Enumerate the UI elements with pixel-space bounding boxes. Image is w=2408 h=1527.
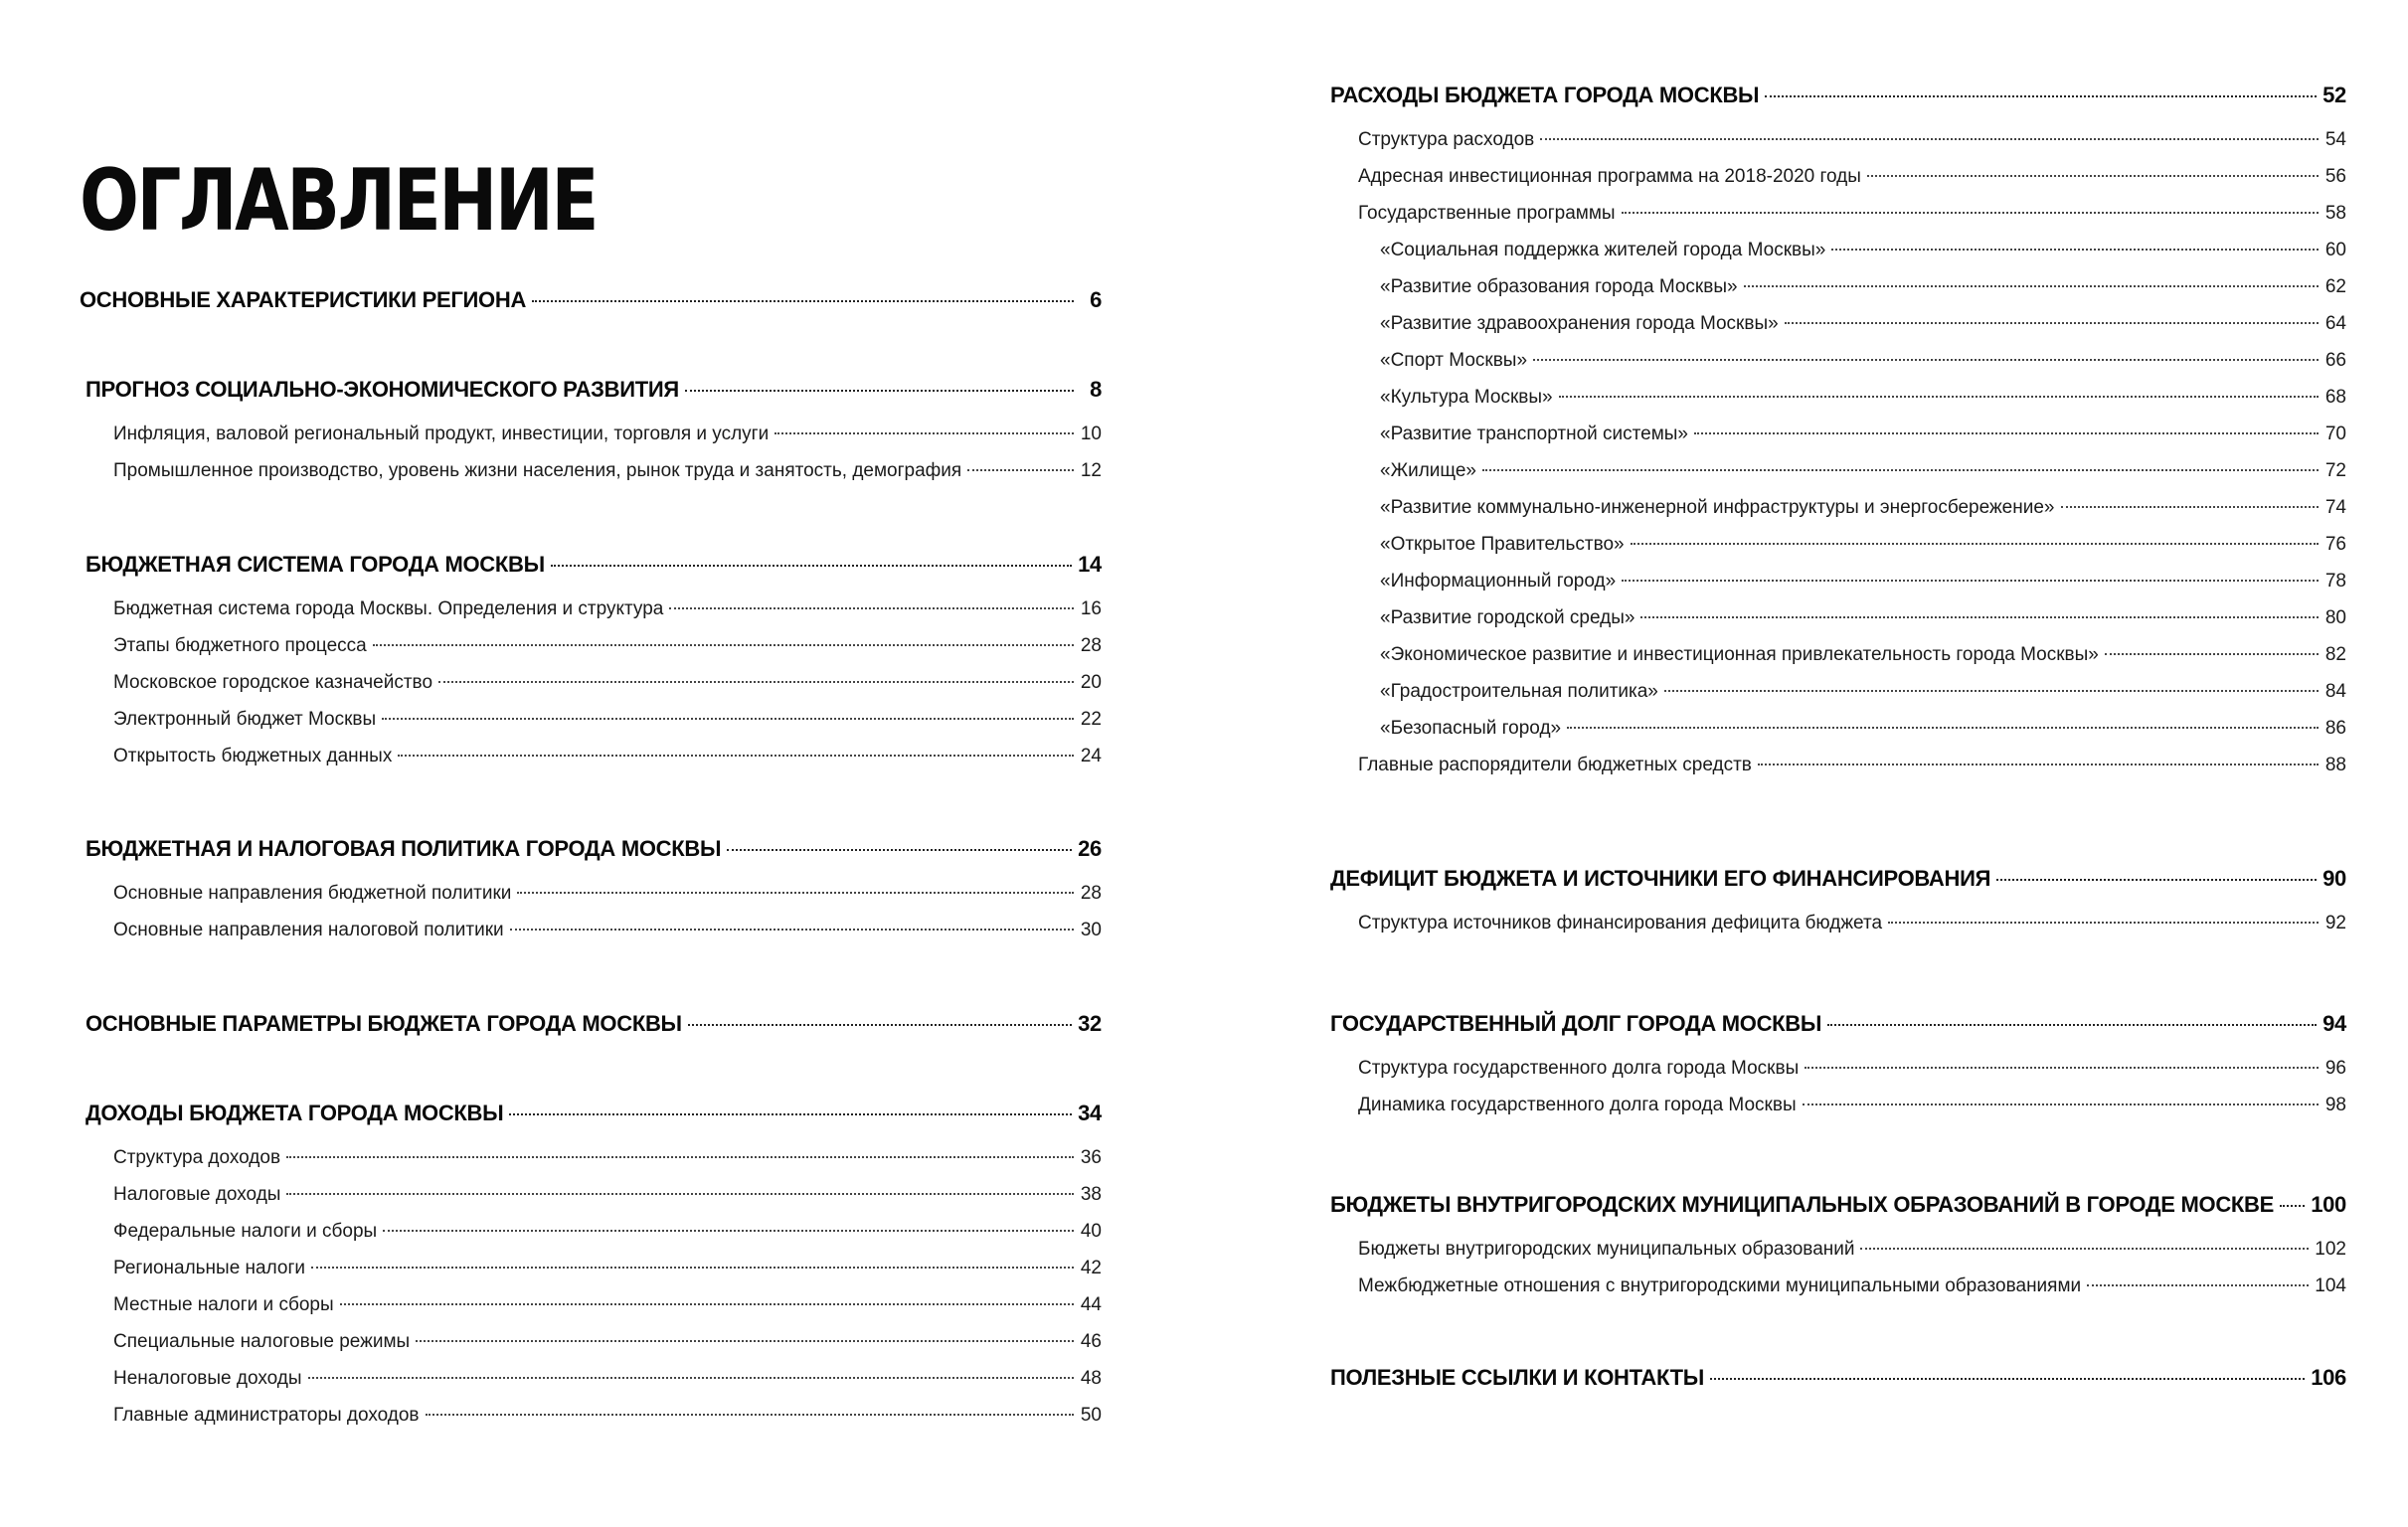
toc-item[interactable] [86,423,1102,446]
toc-program-item[interactable] [1330,349,2346,373]
toc-section-row[interactable] [1330,867,2346,891]
page-number: 28 [1080,635,1102,656]
toc-item[interactable] [86,1257,1102,1280]
toc-section-forecast [86,378,1102,496]
item-title: Промышленное производство, уровень жизни населения, рынок труда и занятость, демография [113,460,962,481]
dot-leader [1888,922,2319,924]
toc-item[interactable] [1330,202,2346,226]
section-title: БЮДЖЕТНАЯ СИСТЕМА ГОРОДА МОСКВЫ [86,552,545,577]
program-title: «Открытое Правительство» [1380,534,1625,555]
program-title: «Экономическое развитие и инвестиционная привлекательность города Москвы» [1380,644,2099,665]
page-number: 42 [1080,1258,1102,1278]
toc-program-item[interactable] [1330,643,2346,667]
page-number: 30 [1080,920,1102,940]
item-title: Основные направления бюджетной политики [113,883,512,904]
toc-program-item[interactable] [1330,459,2346,483]
dot-leader [509,1113,1072,1115]
item-title: Бюджетная система города Москвы. Определения и структура [113,598,664,619]
page-number: 20 [1080,672,1102,693]
dot-leader [2087,1284,2309,1286]
page-number: 8 [1090,377,1102,402]
item-title: Инфляция, валовой региональный продукт, инвестиции, торговля и услуги [113,424,770,444]
dot-leader [383,1230,1074,1232]
dot-leader [1482,469,2319,471]
item-title: Неналоговые доходы [113,1368,302,1389]
page-number: 92 [2324,913,2346,933]
page-number: 60 [2324,240,2346,260]
dot-leader [685,390,1074,392]
item-title: Государственные программы [1358,203,1616,224]
toc-program-item[interactable] [1330,423,2346,446]
page-number: 64 [2324,313,2346,334]
toc-program-item[interactable] [1330,606,2346,630]
page-number: 76 [2324,534,2346,555]
dot-leader [2280,1205,2305,1207]
toc-section-deficit [1330,867,2346,948]
toc-item[interactable] [86,459,1102,483]
toc-section-row[interactable] [1330,1366,2346,1390]
page-number: 72 [2324,460,2346,481]
dot-leader [510,929,1074,931]
toc-section-tax-policy [86,837,1102,955]
page-number: 86 [2324,718,2346,739]
section-title: РАСХОДЫ БЮДЖЕТА ГОРОДА МОСКВЫ [1330,83,1760,107]
page-number: 54 [2324,129,2346,150]
page-number: 56 [2324,166,2346,187]
page-number: 102 [2315,1239,2346,1260]
toc-program-item[interactable] [1330,680,2346,704]
item-title: Главные администраторы доходов [113,1405,420,1426]
item-title: Адресная инвестиционная программа на 2018-2020 годы [1358,166,1861,187]
toc-program-item[interactable] [1330,312,2346,336]
toc-item[interactable] [86,597,1102,621]
program-title: «Культура Москвы» [1380,387,1553,408]
page-number: 50 [1080,1405,1102,1426]
page-number: 14 [1078,552,1102,577]
dot-leader [1622,580,2319,582]
page-number: 62 [2324,276,2346,297]
dot-leader [967,469,1074,471]
page-number: 74 [2324,497,2346,518]
item-title: Специальные налоговые режимы [113,1331,411,1352]
page-number: 22 [1080,709,1102,730]
dot-leader [1785,322,2319,324]
page-number: 48 [1080,1368,1102,1389]
dot-leader [774,432,1074,434]
section-title: БЮДЖЕТНАЯ И НАЛОГОВАЯ ПОЛИТИКА ГОРОДА МОСКВЫ [86,836,722,861]
toc-section-debt [1330,1012,2346,1130]
program-title: «Развитие городской среды» [1380,607,1635,628]
dot-leader [727,849,1072,851]
dot-leader [1559,396,2319,398]
item-title: Главные распорядители бюджетных средств [1358,755,1752,775]
toc-section-municipal [1330,1193,2346,1311]
section-title: БЮДЖЕТЫ ВНУТРИГОРОДСКИХ МУНИЦИПАЛЬНЫХ ОБРАЗОВАНИЙ В ГОРОДЕ МОСКВЕ [1330,1192,2275,1217]
section-title: ГОСУДАРСТВЕННЫЙ ДОЛГ ГОРОДА МОСКВЫ [1330,1011,1822,1036]
item-title: Московское городское казначейство [113,672,433,693]
dot-leader [1758,764,2319,765]
toc-item[interactable] [86,671,1102,695]
page-number: 68 [2324,387,2346,408]
page-number: 90 [2322,866,2346,891]
page-number: 96 [2324,1058,2346,1079]
toc-item[interactable] [86,1146,1102,1170]
page-number: 16 [1080,598,1102,619]
toc-item[interactable] [1330,754,2346,777]
page-number: 106 [2311,1365,2346,1390]
dot-leader [1664,690,2319,692]
item-title: Межбюджетные отношения с внутригородскими муниципальными образованиями [1358,1275,2082,1296]
dot-leader [1694,432,2319,434]
page-number: 78 [2324,571,2346,592]
page-number: 36 [1080,1147,1102,1168]
page-number: 12 [1080,460,1102,481]
page-number: 98 [2324,1095,2346,1115]
toc-section-row[interactable] [1330,84,2346,107]
page-number: 28 [1080,883,1102,904]
program-title: «Социальная поддержка жителей города Москвы» [1380,240,1826,260]
toc-section-budget-system [86,553,1102,781]
toc-item[interactable] [86,745,1102,768]
item-title: Электронный бюджет Москвы [113,709,377,730]
item-title: Открытость бюджетных данных [113,746,393,766]
dot-leader [688,1024,1072,1026]
dot-leader [311,1267,1074,1269]
page-title: ОГЛАВЛЕНИЕ [80,151,598,251]
dot-leader [1860,1248,2309,1250]
program-title: «Спорт Москвы» [1380,350,1528,371]
program-title: «Информационный город» [1380,571,1617,592]
item-title: Федеральные налоги и сборы [113,1221,378,1242]
section-title: ДЕФИЦИТ БЮДЖЕТА И ИСТОЧНИКИ ЕГО ФИНАНСИРОВАНИЯ [1330,866,1991,891]
toc-item[interactable] [1330,128,2346,152]
toc-item[interactable] [86,882,1102,906]
dot-leader [1827,1024,2317,1026]
item-title: Основные направления налоговой политики [113,920,504,940]
page-number: 70 [2324,424,2346,444]
page-number: 58 [2324,203,2346,224]
page-number: 82 [2324,644,2346,665]
dot-leader [1744,285,2319,287]
item-title: Региональные налоги [113,1258,306,1278]
dot-leader [426,1414,1075,1416]
item-title: Этапы бюджетного процесса [113,635,367,656]
page-number: 10 [1080,424,1102,444]
toc-program-item[interactable] [1330,386,2346,410]
toc-section-row[interactable] [86,837,1102,861]
toc-program-item[interactable] [1330,239,2346,262]
toc-program-item[interactable] [1330,533,2346,557]
toc-program-item[interactable] [1330,496,2346,520]
program-title: «Развитие образования города Москвы» [1380,276,1738,297]
item-title: Налоговые доходы [113,1184,281,1205]
program-title: «Развитие транспортной системы» [1380,424,1688,444]
section-title: ОСНОВНЫЕ ХАРАКТЕРИСТИКИ РЕГИОНА [80,287,527,312]
program-title: «Градостроительная политика» [1380,681,1658,702]
toc-section-row[interactable] [86,1012,1102,1036]
program-title: «Развитие здравоохранения города Москвы» [1380,313,1779,334]
dot-leader [1640,616,2319,618]
toc-section-row[interactable] [86,378,1102,402]
page-number: 52 [2322,83,2346,107]
toc-item[interactable] [1330,1238,2346,1262]
item-title: Структура источников финансирования дефицита бюджета [1358,913,1883,933]
toc-section-revenues [86,1102,1102,1441]
toc-program-item[interactable] [1330,275,2346,299]
dot-leader [286,1193,1074,1195]
section-title: ПРОГНОЗ СОЦИАЛЬНО-ЭКОНОМИЧЕСКОГО РАЗВИТИЯ [86,377,679,402]
dot-leader [1631,543,2319,545]
toc-section-row[interactable] [86,1102,1102,1125]
item-title: Местные налоги и сборы [113,1294,334,1315]
page-number: 44 [1080,1294,1102,1315]
item-title: Динамика государственного долга города Москвы [1358,1095,1797,1115]
toc-item[interactable] [1330,165,2346,189]
item-title: Структура расходов [1358,129,1535,150]
toc-item[interactable] [86,1404,1102,1428]
toc-item[interactable] [1330,1274,2346,1298]
dot-leader [1996,879,2317,881]
toc-section-characteristics [80,288,1102,333]
dot-leader [308,1377,1074,1379]
dot-leader [1803,1103,2319,1105]
page-number: 24 [1080,746,1102,766]
program-title: «Развитие коммунально-инженерной инфраструктуры и энергосбережение» [1380,497,2055,518]
page-number: 84 [2324,681,2346,702]
dot-leader [532,300,1074,302]
dot-leader [2105,653,2319,655]
page-number: 94 [2322,1011,2346,1036]
toc-item[interactable] [86,1220,1102,1244]
toc-item[interactable] [86,919,1102,942]
page-number: 26 [1078,836,1102,861]
toc-item[interactable] [86,708,1102,732]
toc-item[interactable] [86,1367,1102,1391]
toc-section-links [1330,1366,2346,1411]
dot-leader [438,681,1074,683]
dot-leader [373,644,1074,646]
dot-leader [382,718,1074,720]
dot-leader [1831,249,2319,251]
dot-leader [286,1156,1074,1158]
dot-leader [398,755,1074,757]
program-title: «Жилище» [1380,460,1476,481]
toc-section-parameters [86,1012,1102,1057]
toc-item[interactable] [1330,912,2346,935]
toc-item[interactable] [1330,1094,2346,1117]
dot-leader [1805,1067,2319,1069]
page-number: 6 [1090,287,1102,312]
item-title: Структура государственного долга города Москвы [1358,1058,1800,1079]
page-number: 66 [2324,350,2346,371]
toc-section-row[interactable] [80,288,1102,312]
dot-leader [517,892,1074,894]
page-number: 46 [1080,1331,1102,1352]
dot-leader [1765,95,2317,97]
section-title: ОСНОВНЫЕ ПАРАМЕТРЫ БЮДЖЕТА ГОРОДА МОСКВЫ [86,1011,682,1036]
page-number: 32 [1078,1011,1102,1036]
section-title: ДОХОДЫ БЮДЖЕТА ГОРОДА МОСКВЫ [86,1101,504,1125]
toc-item[interactable] [86,1293,1102,1317]
dot-leader [340,1303,1074,1305]
toc-section-expenditures [1330,84,2346,790]
dot-leader [1567,727,2319,729]
toc-item[interactable] [86,1183,1102,1207]
dot-leader [1710,1378,2305,1380]
dot-leader [1622,212,2319,214]
toc-program-item[interactable] [1330,717,2346,741]
page-number: 100 [2311,1192,2346,1217]
page-number: 104 [2315,1275,2346,1296]
section-title: ПОЛЕЗНЫЕ ССЫЛКИ И КОНТАКТЫ [1330,1365,1705,1390]
dot-leader [1533,359,2319,361]
dot-leader [2061,506,2320,508]
page-number: 40 [1080,1221,1102,1242]
page-number: 38 [1080,1184,1102,1205]
item-title: Структура доходов [113,1147,281,1168]
toc-section-row[interactable] [1330,1193,2346,1217]
toc-section-row[interactable] [1330,1012,2346,1036]
item-title: Бюджеты внутригородских муниципальных образований [1358,1239,1855,1260]
toc-item[interactable] [86,634,1102,658]
dot-leader [416,1340,1074,1342]
page-number: 34 [1078,1101,1102,1125]
toc-section-row[interactable] [86,553,1102,577]
dot-leader [1540,138,2319,140]
toc-item[interactable] [86,1330,1102,1354]
page-number: 80 [2324,607,2346,628]
dot-leader [1867,175,2319,177]
program-title: «Безопасный город» [1380,718,1562,739]
page-number: 88 [2324,755,2346,775]
dot-leader [551,565,1072,567]
toc-program-item[interactable] [1330,570,2346,594]
toc-item[interactable] [1330,1057,2346,1081]
dot-leader [669,607,1074,609]
